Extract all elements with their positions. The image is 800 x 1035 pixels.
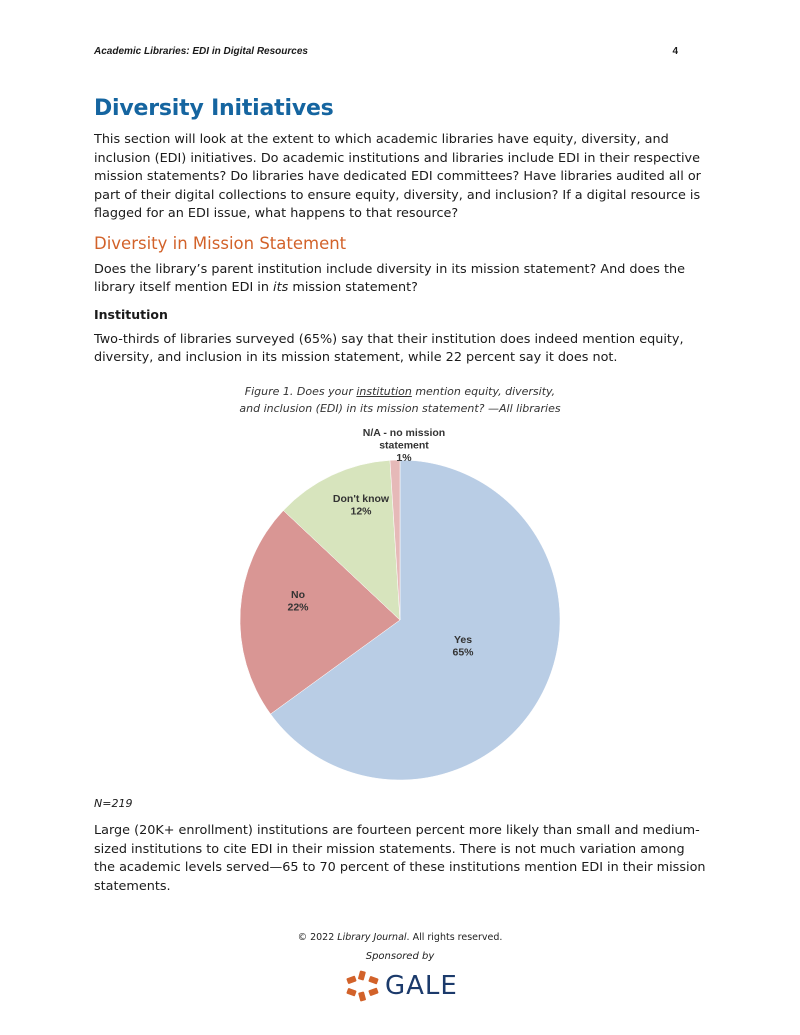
caption-underlined: institution <box>356 385 412 398</box>
main-content <box>94 96 706 377</box>
pie-label-don-t-know: Don't know 12% <box>332 493 390 518</box>
copyright-text-end: . All rights reserved. <box>406 932 503 943</box>
section-intro: This section will look at the extent to which academic libraries have equity, diversity, and inclusion (EDI) initiatives. Do academic institutions and libraries include EDI in their respective mission statements? Do libraries have dedicated EDI committees? Have libraries audited all or part of their digital collections to ensure equity, diversity, and inclusion? If a digital resource is flagged for an EDI issue, what happens to that resource? <box>94 132 701 221</box>
running-header <box>94 46 678 57</box>
pie-label-n-a-no-mission-statement: N/A - no mission statement 1% <box>362 427 446 464</box>
gale-wordmark: GALE <box>385 971 458 1001</box>
question-text-end: mission statement? <box>288 280 418 295</box>
copyright-publisher: Library Journal <box>337 932 407 943</box>
caption-text: Figure 1. Does your <box>244 385 357 398</box>
pie-label-no: No 22% <box>287 589 309 614</box>
copyright-text: © 2022 <box>297 932 338 943</box>
caption-text-end: mention equity, diversity, <box>411 385 556 398</box>
figure-caption <box>0 383 800 417</box>
sponsored-by: Sponsored by <box>365 951 435 962</box>
institution-heading: Institution <box>94 306 168 322</box>
gale-logo <box>345 970 458 1002</box>
subsection-question <box>94 261 706 298</box>
section-title: Diversity Initiatives <box>94 96 334 121</box>
caption-line2: and inclusion (EDI) in its mission statement? —All libraries <box>239 402 561 415</box>
pie-label-yes: Yes 65% <box>452 634 474 659</box>
body-after <box>94 822 706 905</box>
institution-text: Two-thirds of libraries surveyed (65%) say that their institution does indeed mention equity, diversity, and inclusion in its mission statement, while 22 percent say it does not. <box>94 331 684 365</box>
page-number: 4 <box>672 46 678 57</box>
copyright <box>0 932 800 943</box>
question-text: Does the library’s parent institution include diversity in its mission statement? And does the library itself mention EDI in <box>94 261 685 295</box>
body-after-text: Large (20K+ enrollment) institutions are fourteen percent more likely than small and medium-sized institutions to cite EDI in their mission statements. There is not much variation among the academic levels served—65 to 70 percent of these institutions mention EDI in their mission statements. <box>94 823 706 894</box>
header-title: Academic Libraries: EDI in Digital Resources <box>94 46 308 57</box>
question-emphasis: its <box>273 280 289 295</box>
subsection-title: Diversity in Mission Statement <box>94 233 347 253</box>
pie-chart <box>0 420 800 790</box>
sample-size: N=219 <box>94 797 133 810</box>
gale-mark-icon <box>345 970 379 1002</box>
